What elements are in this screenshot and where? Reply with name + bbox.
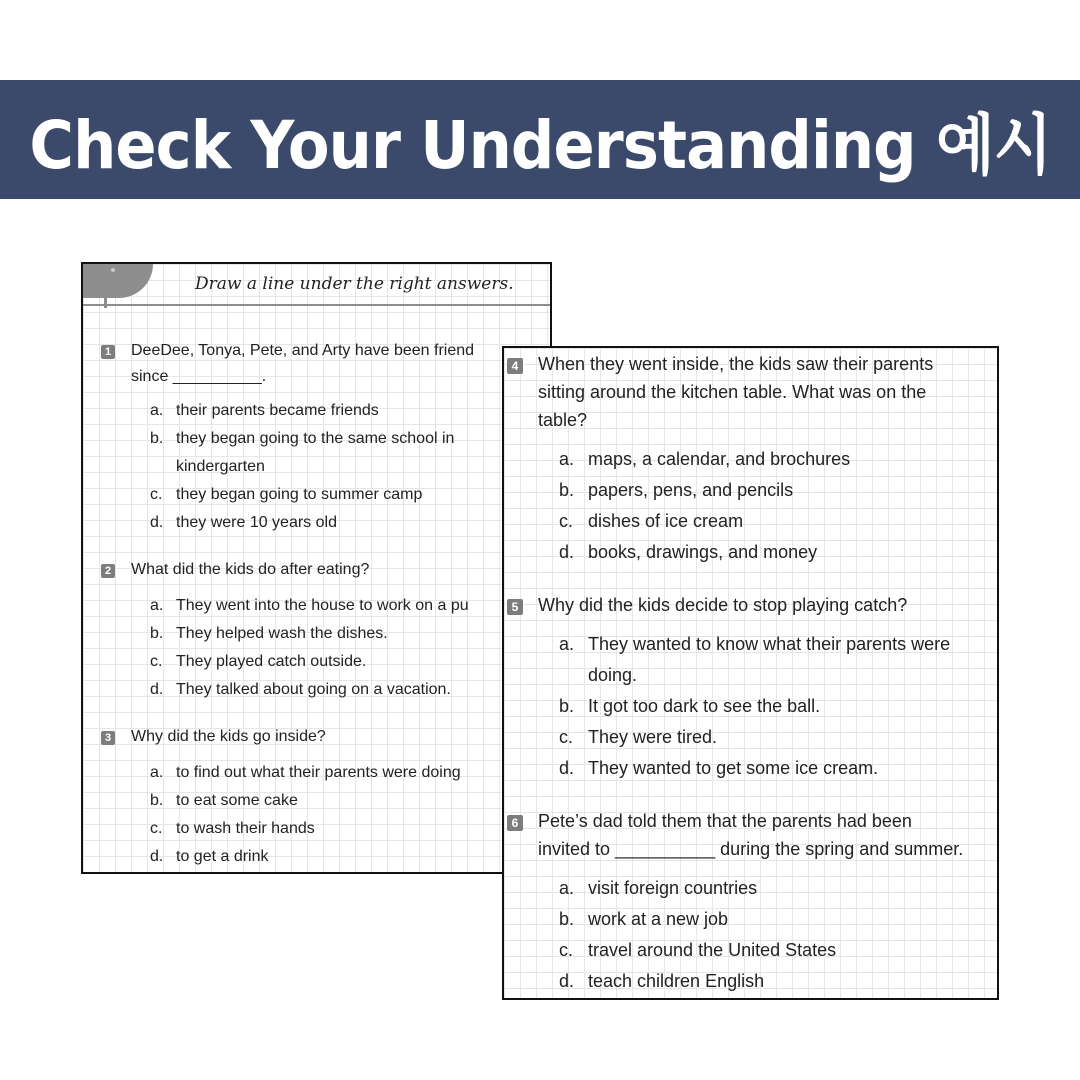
option-text: They played catch outside. — [176, 653, 367, 670]
question-text: Why did the kids decide to stop playing catch? — [538, 595, 908, 615]
option-letter: c. — [150, 486, 163, 503]
option-text: teach children English — [588, 971, 765, 991]
option-letter: d. — [150, 514, 164, 531]
question-number-badge: 1 — [101, 345, 115, 359]
header-dot-icon — [111, 268, 115, 272]
option-text: papers, pens, and pencils — [588, 480, 794, 500]
worksheet-page-1 — [81, 262, 552, 874]
option-letter: b. — [559, 480, 575, 500]
worksheet-page-2 — [502, 346, 999, 1000]
option-text: dishes of ice cream — [588, 511, 744, 531]
option-text: books, drawings, and money — [588, 542, 818, 562]
option-text: to eat some cake — [176, 792, 298, 809]
option-letter: d. — [150, 848, 164, 865]
instruction-text: Draw a line under the right answers. — [195, 274, 514, 294]
option-text: They talked about going on a vacation. — [176, 681, 451, 698]
question-text: sitting around the kitchen table. What was on the — [538, 382, 927, 402]
option-letter: d. — [559, 971, 575, 991]
option-letter: a. — [150, 764, 164, 781]
question-text: invited to __________ during the spring and summer. — [538, 839, 964, 859]
option-letter: a. — [150, 597, 164, 614]
option-letter: c. — [559, 940, 574, 960]
option-text: They went into the house to work on a pu — [176, 597, 469, 614]
option-letter: a. — [559, 449, 575, 469]
option-letter: a. — [559, 878, 575, 898]
option-text: travel around the United States — [588, 940, 837, 960]
option-text: They wanted to know what their parents were — [588, 634, 951, 654]
option-text: they began going to summer camp — [176, 486, 423, 503]
banner-title: Check Your Understanding 예시 — [29, 107, 1052, 184]
option-text: kindergarten — [176, 458, 265, 475]
worksheet-header — [83, 264, 550, 308]
option-letter: b. — [150, 625, 164, 642]
question-text: What did the kids do after eating? — [131, 561, 370, 578]
option-text: they were 10 years old — [176, 514, 337, 531]
option-letter: c. — [150, 820, 163, 837]
question-number-badge: 4 — [507, 358, 523, 374]
option-letter: d. — [150, 681, 164, 698]
option-letter: b. — [150, 430, 164, 447]
question-text: since __________. — [131, 368, 267, 385]
option-text: They wanted to get some ice cream. — [588, 758, 879, 778]
question-number-badge: 3 — [101, 731, 115, 745]
option-letter: b. — [150, 792, 164, 809]
title-banner — [0, 80, 1080, 199]
header-divider — [83, 304, 550, 306]
option-text: maps, a calendar, and brochures — [588, 449, 851, 469]
option-text: doing. — [588, 665, 638, 685]
option-text: They helped wash the dishes. — [176, 625, 388, 642]
option-text: to wash their hands — [176, 820, 315, 837]
question-number-badge: 6 — [507, 815, 523, 831]
header-tab-icon — [83, 264, 153, 298]
question-number-badge: 5 — [507, 599, 523, 615]
question-text: When they went inside, the kids saw their parents — [538, 354, 934, 374]
option-text: to find out what their parents were doing — [176, 764, 461, 781]
option-letter: b. — [559, 909, 575, 929]
question-text: DeeDee, Tonya, Pete, and Arty have been friend — [131, 342, 475, 359]
option-letter: a. — [559, 634, 575, 654]
option-letter: b. — [559, 696, 575, 716]
option-letter: d. — [559, 542, 575, 562]
option-text: visit foreign countries — [588, 878, 758, 898]
option-text: work at a new job — [588, 909, 729, 929]
option-text: They were tired. — [588, 727, 718, 747]
option-letter: d. — [559, 758, 575, 778]
option-letter: c. — [559, 727, 574, 747]
option-text: to get a drink — [176, 848, 269, 865]
option-letter: a. — [150, 402, 164, 419]
question-text: table? — [538, 410, 588, 430]
option-letter: c. — [559, 511, 574, 531]
question-text: Why did the kids go inside? — [131, 728, 326, 745]
option-text: their parents became friends — [176, 402, 379, 419]
option-text: It got too dark to see the ball. — [588, 696, 821, 716]
question-text: Pete’s dad told them that the parents had been — [538, 811, 912, 831]
option-text: they began going to the same school in — [176, 430, 455, 447]
question-number-badge: 2 — [101, 564, 115, 578]
option-letter: c. — [150, 653, 163, 670]
